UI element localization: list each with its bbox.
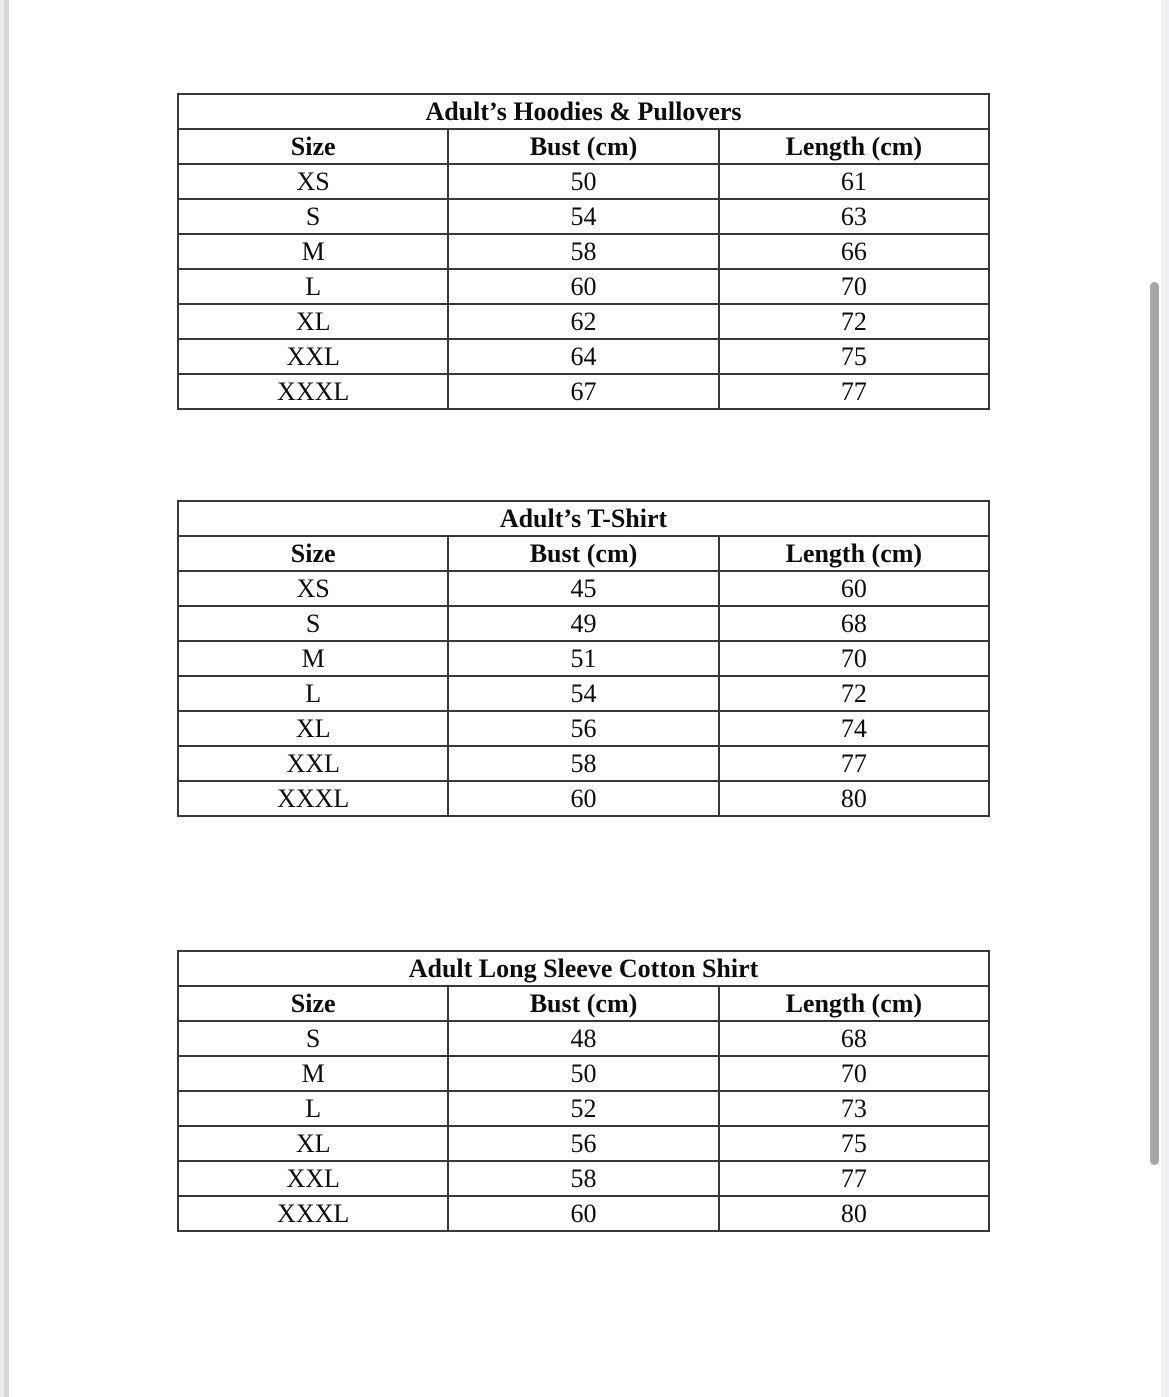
table-title: Adult’s Hoodies & Pullovers	[178, 94, 989, 129]
table-cell: M	[178, 234, 448, 269]
table-title-row	[178, 951, 989, 986]
table-title: Adult’s T-Shirt	[178, 501, 989, 536]
table-cell: 54	[448, 199, 718, 234]
table-cell: 48	[448, 1021, 718, 1056]
table-cell: 77	[719, 1161, 989, 1196]
right-page-edge	[1161, 0, 1169, 1397]
table-row	[178, 1021, 989, 1056]
table-cell: 54	[448, 676, 718, 711]
table-cell: S	[178, 606, 448, 641]
table-cell: XS	[178, 571, 448, 606]
table-cell: 58	[448, 234, 718, 269]
table-header-row	[178, 986, 989, 1021]
column-header: Bust (cm)	[448, 129, 718, 164]
table-cell: XXXL	[178, 374, 448, 409]
table-row	[178, 641, 989, 676]
table-row	[178, 711, 989, 746]
column-header: Length (cm)	[719, 536, 989, 571]
table-row	[178, 781, 989, 816]
table-cell: 60	[448, 1196, 718, 1231]
table-row	[178, 1056, 989, 1091]
table-cell: XS	[178, 164, 448, 199]
table-cell: 80	[719, 781, 989, 816]
table-cell: 60	[448, 269, 718, 304]
column-header: Size	[178, 536, 448, 571]
table-cell: L	[178, 269, 448, 304]
table-cell: 52	[448, 1091, 718, 1126]
table-row	[178, 374, 989, 409]
table-cell: XXL	[178, 339, 448, 374]
table-cell: 61	[719, 164, 989, 199]
table-row	[178, 234, 989, 269]
table-cell: 68	[719, 1021, 989, 1056]
table-cell: XXXL	[178, 781, 448, 816]
table-cell: 49	[448, 606, 718, 641]
table-cell: 70	[719, 269, 989, 304]
table-cell: 58	[448, 746, 718, 781]
table-row	[178, 1126, 989, 1161]
table-row	[178, 676, 989, 711]
table-cell: 70	[719, 1056, 989, 1091]
table-row	[178, 164, 989, 199]
size-table-adult-s-hoodies-pullovers	[177, 93, 990, 410]
table-cell: XXXL	[178, 1196, 448, 1231]
table-row	[178, 1091, 989, 1126]
table-row	[178, 304, 989, 339]
table-row	[178, 269, 989, 304]
table-cell: S	[178, 199, 448, 234]
table-cell: 64	[448, 339, 718, 374]
table-cell: 45	[448, 571, 718, 606]
table-cell: 75	[719, 1126, 989, 1161]
table-cell: 50	[448, 1056, 718, 1091]
scrollbar-thumb[interactable]	[1150, 282, 1159, 1165]
table-cell: M	[178, 1056, 448, 1091]
table-cell: 68	[719, 606, 989, 641]
column-header: Bust (cm)	[448, 986, 718, 1021]
table-header-row	[178, 129, 989, 164]
table-cell: 77	[719, 374, 989, 409]
table-row	[178, 571, 989, 606]
table-cell: 56	[448, 711, 718, 746]
column-header: Bust (cm)	[448, 536, 718, 571]
table-cell: XL	[178, 1126, 448, 1161]
table-cell: XXL	[178, 746, 448, 781]
table-row	[178, 1161, 989, 1196]
table-cell: 51	[448, 641, 718, 676]
table-title-row	[178, 501, 989, 536]
table-row	[178, 199, 989, 234]
table-cell: 70	[719, 641, 989, 676]
table-cell: M	[178, 641, 448, 676]
table-cell: XXL	[178, 1161, 448, 1196]
table-cell: 72	[719, 676, 989, 711]
table-cell: L	[178, 1091, 448, 1126]
table-cell: 60	[719, 571, 989, 606]
table-cell: 74	[719, 711, 989, 746]
table-cell: 63	[719, 199, 989, 234]
size-table-adult-s-t-shirt	[177, 500, 990, 817]
table-cell: XL	[178, 304, 448, 339]
table-cell: 60	[448, 781, 718, 816]
table-header-row	[178, 536, 989, 571]
table-row	[178, 339, 989, 374]
table-row	[178, 746, 989, 781]
table-cell: 72	[719, 304, 989, 339]
table-cell: 56	[448, 1126, 718, 1161]
table-cell: 75	[719, 339, 989, 374]
table-cell: 62	[448, 304, 718, 339]
table-row	[178, 1196, 989, 1231]
table-cell: 73	[719, 1091, 989, 1126]
table-cell: S	[178, 1021, 448, 1056]
table-cell: 67	[448, 374, 718, 409]
table-cell: 50	[448, 164, 718, 199]
table-cell: L	[178, 676, 448, 711]
table-title-row	[178, 94, 989, 129]
column-header: Length (cm)	[719, 129, 989, 164]
table-title: Adult Long Sleeve Cotton Shirt	[178, 951, 989, 986]
table-cell: 66	[719, 234, 989, 269]
table-cell: 77	[719, 746, 989, 781]
table-row	[178, 606, 989, 641]
column-header: Size	[178, 129, 448, 164]
size-table-adult-long-sleeve-cotton-shirt	[177, 950, 990, 1232]
table-cell: XL	[178, 711, 448, 746]
table-cell: 80	[719, 1196, 989, 1231]
column-header: Size	[178, 986, 448, 1021]
table-cell: 58	[448, 1161, 718, 1196]
column-header: Length (cm)	[719, 986, 989, 1021]
